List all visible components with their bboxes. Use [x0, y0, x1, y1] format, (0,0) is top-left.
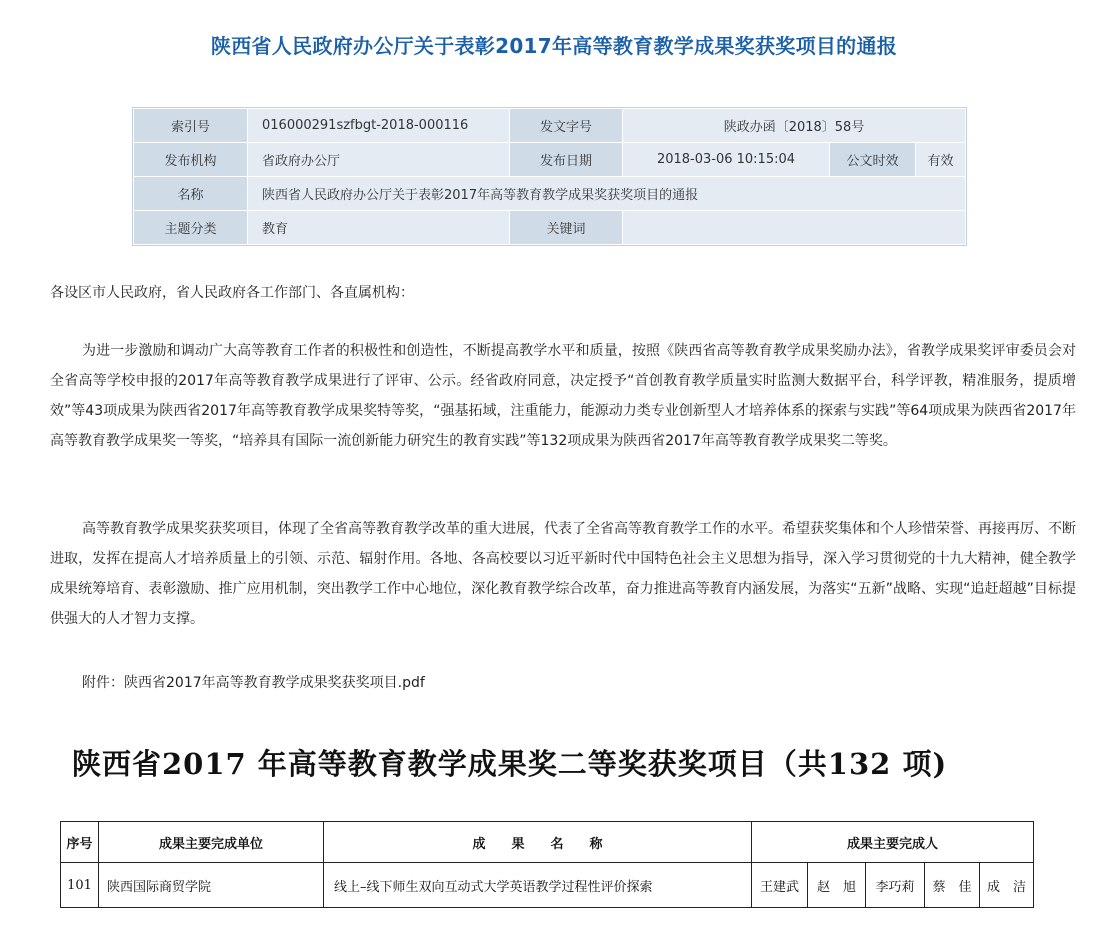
page-title: 陕西省人民政府办公厅关于表彰2017年高等教育教学成果奖获奖项目的通报	[210, 34, 898, 58]
row-person: 李巧莉	[866, 863, 925, 908]
header-people: 成果主要完成人	[752, 822, 1034, 863]
header-unit: 成果主要完成单位	[99, 822, 324, 863]
body-paragraph: 高等教育教学成果奖获奖项目，体现了全省高等教育教学改革的重大进展，代表了全省高等教育教学工作的水平。希望获奖集体和个人珍惜荣誉、再接再厉、不断进取，发挥在提高人才培养质量上的引领、示范、辐射作用。各地、各高校要以习近平新时代中国特色社会主义思想为指导，深入学习贯彻党的十九大精神，健全教学成果统筹培育、表彰激励、推广应用机制，突出教学工作中心地位，深化教育教学综合改革，奋力推进高等教育内涵发展，为落实“五新”战略、实现“追赶超越”目标提供强大的人才智力支撑。	[50, 521, 1076, 627]
docno-label: 发文字号	[510, 109, 623, 143]
table-row	[61, 863, 1034, 908]
row-unit: 陕西国际商贸学院	[99, 863, 324, 908]
table-header-row	[61, 822, 1034, 863]
row-person: 王建武	[752, 863, 808, 908]
document-metadata-table	[133, 108, 966, 245]
validity-value: 有效	[916, 143, 966, 177]
org-label: 发布机构	[134, 143, 248, 177]
name-value: 陕西省人民政府办公厅关于表彰2017年高等教育教学成果奖获奖项目的通报	[248, 177, 966, 211]
row-no: 101	[61, 863, 99, 908]
keywords-value	[623, 211, 966, 245]
date-label: 发布日期	[510, 143, 623, 177]
attachment-heading: 陕西省2017 年高等教育教学成果奖二等奖获奖项目（共132 项)	[72, 747, 948, 781]
row-person: 蔡 佳	[925, 863, 980, 908]
header-name: 成 果 名 称	[324, 822, 752, 863]
index-value: 016000291szfbgt-2018-000116	[248, 109, 510, 143]
date-value: 2018-03-06 10:15:04	[623, 143, 830, 177]
row-name: 线上–线下师生双向互动式大学英语教学过程性评价探索	[324, 863, 752, 908]
validity-label: 公文时效	[830, 143, 916, 177]
salutation: 各设区市人民政府，省人民政府各工作部门、各直属机构：	[50, 285, 414, 301]
body-paragraph: 为进一步激励和调动广大高等教育工作者的积极性和创造性，不断提高教学水平和质量，按照《陕西省高等教育教学成果奖励办法》，省教学成果奖评审委员会对全省高等学校申报的2017年高等教育教学成果进行了评审、公示。经省政府同意，决定授予“首创教育教学质量实时监测大数据平台，科学评教，精准服务，提质增效”等43项成果为陕西省2017年高等教育教学成果奖特等奖，“强基拓域，注重能力，能源动力类专业创新型人才培养体系的探索与实践”等64项成果为陕西省2017年高等教育教学成果奖一等奖，“培养具有国际一流创新能力研究生的教育实践”等132项成果为陕西省2017年高等教育教学成果奖二等奖。	[50, 343, 1076, 449]
org-value: 省政府办公厅	[248, 143, 510, 177]
header-no: 序号	[61, 822, 99, 863]
keywords-label: 关键词	[510, 211, 623, 245]
topic-label: 主题分类	[134, 211, 248, 245]
docno-value: 陕政办函〔2018〕58号	[623, 109, 966, 143]
index-label: 索引号	[134, 109, 248, 143]
name-label: 名称	[134, 177, 248, 211]
award-table	[60, 821, 1034, 908]
attachment-link[interactable]: 附件：陕西省2017年高等教育教学成果奖获奖项目.pdf	[82, 675, 425, 691]
row-person: 赵 旭	[808, 863, 866, 908]
topic-value: 教育	[248, 211, 510, 245]
row-person: 成 洁	[980, 863, 1034, 908]
